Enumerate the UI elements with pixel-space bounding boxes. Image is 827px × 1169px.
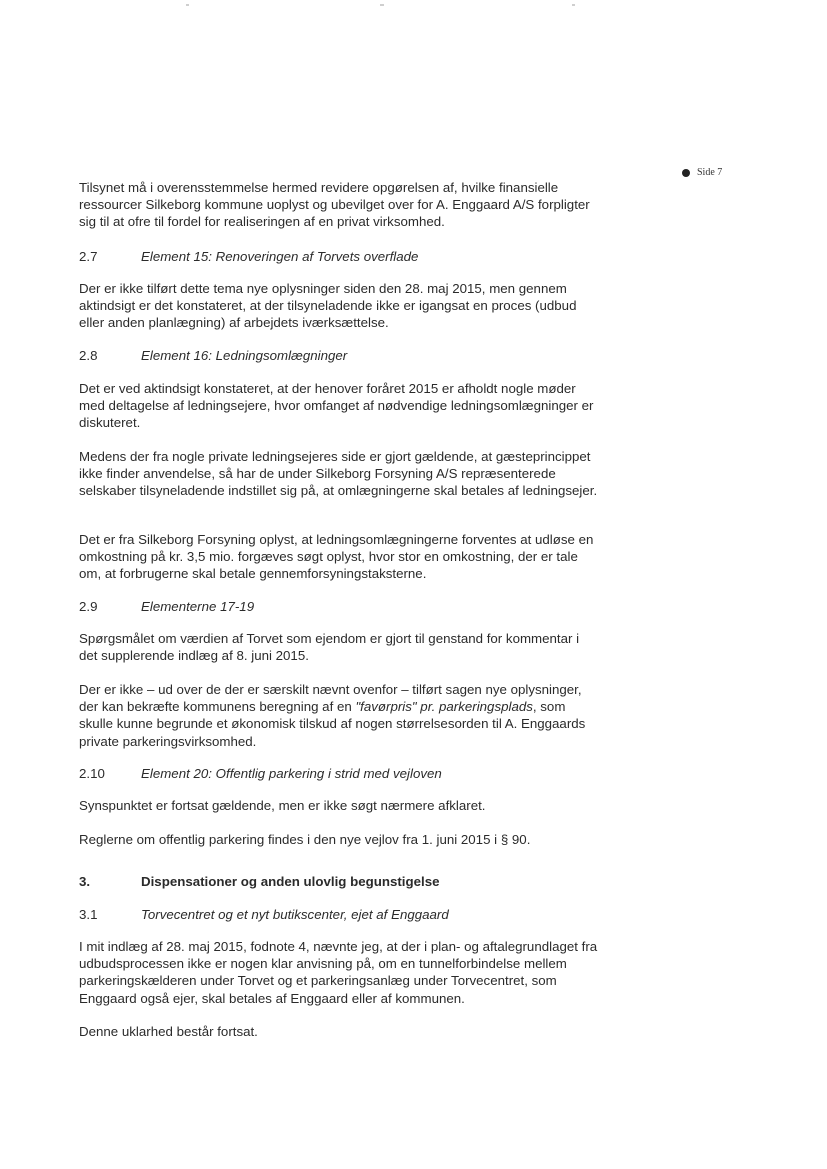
paragraph-torvet-vaerdi: Spørgsmålet om værdien af Torvet som ejendom er gjort til genstand for kommentar i det supplerende indlæg af 8. juni 2015. (79, 631, 580, 664)
section-heading-2-10 (79, 765, 619, 782)
paragraph-aktindsigt-moeder: Det er ved aktindsigt konstateret, at der henover foråret 2015 er afholdt nogle møder med deltagelse af ledningsejere, hvor omfanget af nødvendige ledningsomlægninger er diskuteret. (79, 381, 594, 431)
section-number: 2.10 (79, 766, 105, 781)
quoted-term: "favørpris" pr. parkeringsplads (355, 699, 533, 715)
paragraph-omkostning: Det er fra Silkeborg Forsyning oplyst, at ledningsomlægningerne forventes at udløse en omkostning på kr. 3,5 mio. forgæves søgt oplyst, hvor stor en omkostning, der er tale om, at forbrugerne skal betale gennemforsyningstaksterne. (79, 532, 594, 582)
section-title: Element 16: Ledningsomlægninger (141, 348, 348, 363)
scan-speck (186, 4, 189, 6)
section-number: 3.1 (79, 907, 98, 922)
section-number: 2.9 (79, 599, 98, 614)
section-number: 3. (79, 874, 91, 889)
page-number: Side 7 (697, 167, 723, 178)
section-heading-3 (79, 873, 619, 890)
paragraph-vejlov: Reglerne om offentlig parkering findes i den nye vejlov fra 1. juni 2015 i § 90. (79, 832, 531, 847)
section-title: Dispensationer og anden ulovlig begunstigelse (141, 874, 440, 889)
section-title: Torvecentret og et nyt butikscenter, ejet af Enggaard (141, 907, 449, 922)
paragraph-text: Der er ikke – ud over de der er særskilt nævnt ovenfor – tilført sagen nye oplysninger, der kan bekræfte kommunens beregning af en (79, 682, 582, 715)
section-heading-2-7 (79, 248, 619, 265)
section-number: 2.8 (79, 348, 98, 363)
paragraph-text: , som skulle kunne begrunde et økonomisk tilskud af nogen størrelsesorden til A. Enggaards private parkeringsvirksomhed. (79, 699, 586, 749)
paragraph-gaesteprincip: Medens der fra nogle private ledningsejeres side er gjort gældende, at gæsteprincippet ikke finder anvendelse, så har de under Silkeborg Forsyning A/S repræsenterede selskaber tilsyneladende indstillet sig på, at omlægningerne skal betales af ledningsejer. (79, 449, 598, 499)
scan-speck (380, 4, 384, 6)
section-title: Elementerne 17-19 (141, 599, 255, 614)
section-title: Element 20: Offentlig parkering i strid med vejloven (141, 766, 442, 781)
paragraph-synspunkt: Synspunktet er fortsat gældende, men er ikke søgt nærmere afklaret. (79, 798, 486, 813)
page-number-marker (682, 167, 722, 178)
bullet-dot-icon (682, 169, 690, 177)
section-number: 2.7 (79, 249, 98, 264)
section-title: Element 15: Renoveringen af Torvets overflade (141, 249, 419, 264)
section-heading-2-8 (79, 347, 619, 364)
paragraph-torvets-overflade: Der er ikke tilført dette tema nye oplysninger siden den 28. maj 2015, men gennem aktindsigt er det konstateret, at der tilsyneladende ikke er igangsat en proces (udbud eller anden planlægning) af arbejdets iværksættelse. (79, 281, 577, 331)
paragraph-uklarhed: Denne uklarhed består fortsat. (79, 1024, 258, 1039)
paragraph-finansielle-ressourcer: Tilsynet må i overensstemmelse hermed revidere opgørelsen af, hvilke finansielle ressourcer Silkeborg kommune uoplyst og ubevilget over for A. Enggaard A/S forpligter sig til at ofre til fordel for realiseringen af en privat virksomhed. (79, 180, 590, 230)
paragraph-favoerpris (79, 681, 601, 750)
scan-speck (572, 4, 575, 6)
paragraph-tunnelforbindelse: I mit indlæg af 28. maj 2015, fodnote 4, nævnte jeg, at der i plan- og aftalegrundlaget fra udbudsprocessen ikke er nogen klar anvisning på, om en tunnelforbindelse mellem parkeringskælderen under Torvet og et parkeringsanlæg under Torvecentret, som Enggaard også ejer, skal betales af Enggaard eller af kommunen. (79, 939, 598, 1006)
section-heading-3-1 (79, 906, 619, 923)
section-heading-2-9 (79, 598, 619, 615)
